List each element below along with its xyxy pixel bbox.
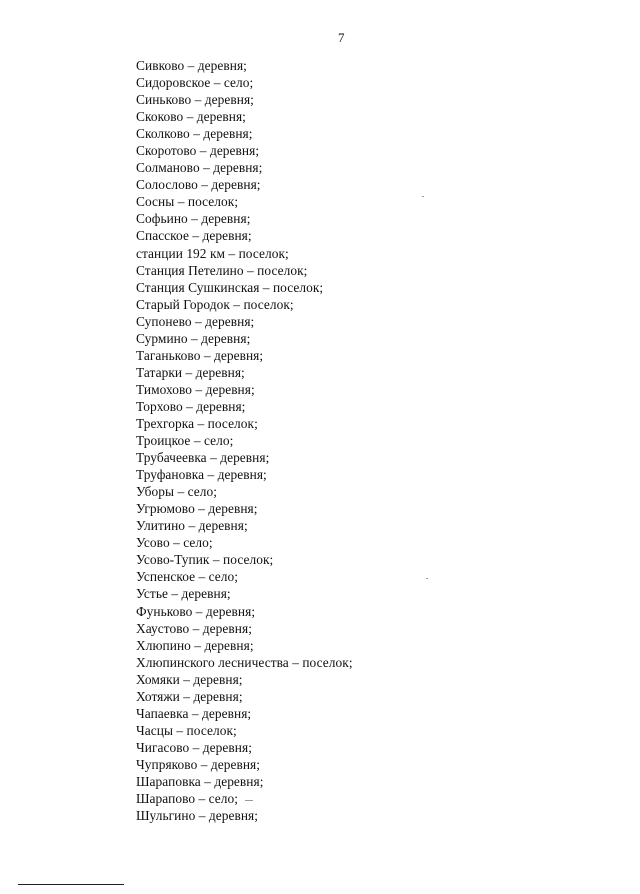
settlement-entry: Софьино – деревня; bbox=[136, 211, 251, 227]
settlement-entry: Трубачеевка – деревня; bbox=[136, 450, 270, 466]
settlement-entry: Труфановка – деревня; bbox=[136, 467, 267, 483]
scan-speck bbox=[422, 196, 424, 197]
settlement-entry: Угрюмово – деревня; bbox=[136, 501, 258, 517]
footnote-divider bbox=[18, 884, 124, 885]
settlement-entry: Спасское – деревня; bbox=[136, 228, 252, 244]
scan-speck bbox=[426, 578, 428, 579]
settlement-entry: Усово-Тупик – поселок; bbox=[136, 552, 274, 568]
settlement-entry: Скоротово – деревня; bbox=[136, 143, 260, 159]
settlement-entry: Хомяки – деревня; bbox=[136, 671, 243, 687]
settlement-entry: Хлюпинского лесничества – поселок; bbox=[136, 654, 353, 670]
settlement-entry: Станция Петелино – поселок; bbox=[136, 262, 308, 278]
settlement-entry: Скоково – деревня; bbox=[136, 109, 246, 125]
settlement-entry: Сосны – поселок; bbox=[136, 194, 239, 210]
settlement-entry: Сурмино – деревня; bbox=[136, 330, 251, 346]
settlement-entry: станции 192 км – поселок; bbox=[136, 245, 289, 261]
settlement-entry: Сколково – деревня; bbox=[136, 126, 253, 142]
settlement-entry: Успенское – село; bbox=[136, 569, 239, 585]
settlement-entry: Улитино – деревня; bbox=[136, 518, 248, 534]
settlement-entry: Шарапово – село; bbox=[136, 791, 239, 807]
settlement-entry: Часцы – поселок; bbox=[136, 722, 237, 738]
settlement-entry: Станция Сушкинская – поселок; bbox=[136, 279, 324, 295]
settlement-entry: Солослово – деревня; bbox=[136, 177, 261, 193]
settlement-entry: Чапаевка – деревня; bbox=[136, 705, 252, 721]
settlement-entry: Трехгорка – поселок; bbox=[136, 415, 258, 431]
settlement-entry: Сивково – деревня; bbox=[136, 58, 247, 73]
settlement-entry: Торхово – деревня; bbox=[136, 398, 246, 414]
settlement-entry: Солманово – деревня; bbox=[136, 160, 263, 176]
settlement-entry: Хаустово – деревня; bbox=[136, 620, 252, 636]
settlement-entry: Сидоровское – село; bbox=[136, 75, 254, 91]
settlement-entry: Уборы – село; bbox=[136, 484, 218, 500]
scan-speck bbox=[245, 800, 253, 801]
page-number: 7 bbox=[338, 30, 345, 45]
settlement-entry: Супонево – деревня; bbox=[136, 313, 255, 329]
settlement-entry: Тимохово – деревня; bbox=[136, 381, 255, 397]
settlement-entry: Старый Городок – поселок; bbox=[136, 296, 294, 312]
settlement-entry: Шульгино – деревня; bbox=[136, 808, 259, 824]
settlement-entry: Усово – село; bbox=[136, 535, 213, 551]
settlement-entry: Хлюпино – деревня; bbox=[136, 637, 254, 653]
settlement-entry: Таганьково – деревня; bbox=[136, 347, 264, 363]
settlement-entry: Шараповка – деревня; bbox=[136, 773, 264, 789]
settlement-entry: Хотяжи – деревня; bbox=[136, 688, 243, 704]
settlement-entry: Троицкое – село; bbox=[136, 433, 234, 449]
settlement-entry: Чигасово – деревня; bbox=[136, 739, 252, 755]
settlement-entry: Устье – деревня; bbox=[136, 586, 231, 602]
settlement-entry: Фуньково – деревня; bbox=[136, 603, 256, 619]
settlement-entry: Татарки – деревня; bbox=[136, 364, 245, 380]
settlement-list bbox=[136, 57, 353, 824]
settlement-entry: Синьково – деревня; bbox=[136, 92, 254, 108]
settlement-entry: Чупряково – деревня; bbox=[136, 756, 261, 772]
